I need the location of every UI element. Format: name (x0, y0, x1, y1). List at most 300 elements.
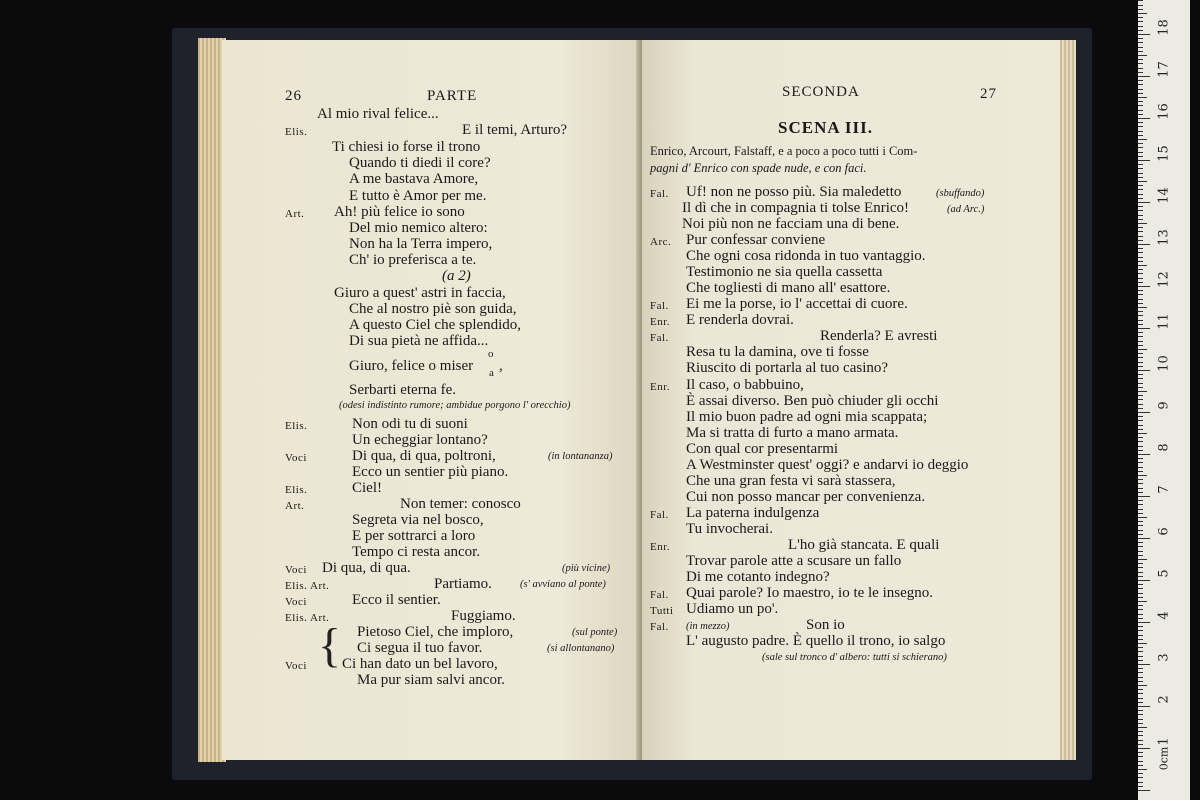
ruler-tick (1138, 530, 1143, 531)
ruler-number: 7 (1156, 485, 1172, 494)
verse-line: Il dì che in compagnia ti tolse Enrico! (682, 200, 910, 216)
ruler-tick (1138, 660, 1143, 661)
page-number: 27 (980, 86, 997, 102)
ruler-tick (1138, 0, 1143, 1)
verse-line: Di sua pietà ne affida... (349, 333, 489, 349)
verse-line: Ma si tratta di furto a mano armata. (686, 425, 899, 441)
ruler-tick (1138, 765, 1143, 766)
ruler-tick (1138, 609, 1143, 610)
verse-line: Che al nostro piè son guida, (349, 301, 517, 317)
ruler-tick (1138, 248, 1143, 249)
speaker-label: Fal. (650, 332, 669, 344)
speaker-label: Enr. (650, 541, 671, 553)
page-edges-right (1060, 40, 1076, 760)
ruler-tick (1138, 315, 1143, 316)
ruler-number: 2 (1156, 695, 1172, 704)
ruler-tick (1138, 786, 1143, 787)
ruler-tick (1138, 626, 1143, 627)
ruler-tick (1138, 504, 1143, 505)
verse-line: L' augusto padre. È quello il trono, io salgo (686, 633, 946, 649)
verse-line: A questo Ciel che splendido, (349, 317, 522, 333)
ruler-tick (1138, 273, 1143, 274)
ruler-tick (1138, 13, 1147, 14)
verse-line: E tutto è Amor per me. (349, 188, 487, 204)
ruler-tick (1138, 164, 1143, 165)
ruler-tick (1138, 668, 1143, 669)
ruler-tick (1138, 236, 1143, 237)
verse-line: È assai diverso. Ben può chiuder gli occhi (686, 393, 939, 409)
ruler-tick (1138, 416, 1143, 417)
ruler-tick (1138, 563, 1143, 564)
ruler-number: 1 (1156, 737, 1172, 746)
ruler-tick (1138, 320, 1143, 321)
speaker-label: Elis. (285, 126, 308, 138)
stage-direction: (odesi indistinto rumore; ambidue porgono l' orecchio) (339, 400, 571, 411)
ruler-tick (1138, 173, 1143, 174)
stage-direction: (in mezzo) (686, 621, 730, 632)
speaker-label: Enr. (650, 316, 671, 328)
ruler-tick (1138, 135, 1143, 136)
line-end-comma: , (499, 358, 503, 374)
ruler-tick (1138, 177, 1143, 178)
ruler-number: 5 (1156, 569, 1172, 578)
ruler-tick (1138, 429, 1143, 430)
verse-line: Del mio nemico altero: (349, 220, 488, 236)
cast-line: Enrico, Arcourt, Falstaff, e a poco a poco tutti i Com- (650, 144, 918, 158)
ruler-tick (1138, 735, 1143, 736)
verse-line: Con qual cor presentarmi (686, 441, 839, 457)
ruler-tick (1138, 706, 1150, 707)
stage-direction: (ad Arc.) (947, 204, 985, 215)
verse-line: Di me cotanto indegno? (686, 569, 830, 585)
ruler-tick (1138, 555, 1143, 556)
ruler-tick (1138, 551, 1143, 552)
ruler-tick (1138, 252, 1143, 253)
speaker-label: Fal. (650, 621, 669, 633)
ruler-tick (1138, 467, 1143, 468)
verse-line: La paterna indulgenza (686, 505, 820, 521)
verse-line: Che ogni cosa ridonda in tuo vantaggio. (686, 248, 926, 264)
verse-line: Giuro a quest' astri in faccia, (334, 285, 506, 301)
ruler-tick (1138, 656, 1143, 657)
ruler-number: 13 (1156, 229, 1172, 246)
ruler-tick (1138, 408, 1143, 409)
ruler-tick (1138, 790, 1150, 791)
stage-direction: (sbuffando) (936, 188, 985, 199)
verse-line: Di qua, di qua, poltroni, (352, 448, 496, 464)
ruler-tick (1138, 689, 1143, 690)
verse-line: Resa tu la damina, ove ti fosse (686, 344, 869, 360)
verse-line: Ecco un sentier più piano. (352, 464, 509, 480)
speaker-label: Fal. (650, 589, 669, 601)
ruler-tick (1138, 370, 1150, 371)
ruler-number: 8 (1156, 443, 1172, 452)
verse-line: Udiamo un po'. (686, 601, 779, 617)
ruler-tick (1138, 462, 1143, 463)
ruler-tick (1138, 500, 1143, 501)
verse-line: Ci segua il tuo favor. (357, 640, 483, 656)
ruler-tick (1138, 357, 1143, 358)
verse-line: Che togliesti di mano all' esattore. (686, 280, 891, 296)
ruler-tick (1138, 332, 1143, 333)
stage-direction: (s' avviano al ponte) (520, 579, 606, 590)
ruler-tick (1138, 55, 1147, 56)
ruler-tick (1138, 110, 1143, 111)
speaker-label: Fal. (650, 509, 669, 521)
ruler-tick (1138, 752, 1143, 753)
ruler-tick (1138, 26, 1143, 27)
verse-line: Non temer: conosco (400, 496, 521, 512)
verse-line: E per sottrarci a loro (352, 528, 476, 544)
ruler-tick (1138, 559, 1147, 560)
speaker-label: Tutti (650, 605, 674, 617)
ruler-tick (1138, 105, 1143, 106)
ruler-tick (1138, 206, 1143, 207)
verse-line: Giuro, felice o miser (349, 358, 474, 374)
ruler-tick (1138, 215, 1143, 216)
verse-line: Fuggiamo. (451, 608, 516, 624)
ruler-tick (1138, 450, 1143, 451)
verse-line: L'ho già stancata. E quali (788, 537, 940, 553)
verse-line: Ti chiesi io forse il trono (332, 139, 481, 155)
verse-line: Renderla? E avresti (820, 328, 938, 344)
ruler-tick (1138, 479, 1143, 480)
ruler-number: 17 (1156, 61, 1172, 78)
ruler-tick (1138, 387, 1143, 388)
ruler-tick (1138, 290, 1143, 291)
verse-line: Pur confessar conviene (686, 232, 826, 248)
verse-line: Ecco il sentier. (352, 592, 441, 608)
ruler-tick (1138, 307, 1147, 308)
ruler-tick (1138, 475, 1147, 476)
ruler-number: 10 (1156, 355, 1172, 372)
ruler-tick (1138, 231, 1143, 232)
ruler-tick (1138, 710, 1143, 711)
ruler-tick (1138, 647, 1143, 648)
ruler-tick (1138, 219, 1143, 220)
ruler-tick (1138, 374, 1143, 375)
verse-line: Quai parole? Io maestro, io te le insegno. (686, 585, 934, 601)
ruler-tick (1138, 265, 1147, 266)
verse-line: Ch' io preferisca a te. (349, 252, 477, 268)
running-head: SECONDA (782, 84, 860, 100)
ruler-tick (1138, 454, 1150, 455)
ruler-tick (1138, 97, 1147, 98)
ruler-tick (1138, 269, 1143, 270)
ruler-tick (1138, 677, 1143, 678)
ruler-tick (1138, 412, 1150, 413)
verse-line: Quando ti diedi il core? (349, 155, 491, 171)
ruler-tick (1138, 38, 1143, 39)
ruler-tick (1138, 59, 1143, 60)
ruler-tick (1138, 509, 1143, 510)
verse-line: Non odi tu di suoni (352, 416, 468, 432)
ruler-tick (1138, 278, 1143, 279)
verse-line: Partiamo. (434, 576, 492, 592)
ruler-tick (1138, 17, 1143, 18)
ruler-tick (1138, 492, 1143, 493)
right-page (642, 40, 1060, 760)
ruler-tick (1138, 51, 1143, 52)
ruler-number: 14 (1156, 187, 1172, 204)
ruler-tick (1138, 244, 1150, 245)
ruler-tick (1138, 769, 1147, 770)
verse-line: A Westminster quest' oggi? e andarvi io deggio (686, 457, 969, 473)
ruler-number: 15 (1156, 145, 1172, 162)
ruler-tick (1138, 152, 1143, 153)
ruler-tick (1138, 80, 1143, 81)
ruler-tick (1138, 651, 1143, 652)
verse-line: Un echeggiar lontano? (352, 432, 488, 448)
ruler-tick (1138, 328, 1150, 329)
verse-line: Ah! più felice io sono (334, 204, 465, 220)
ruler-number: 4 (1156, 611, 1172, 620)
ruler-tick (1138, 685, 1147, 686)
verse-line: Ciel! (352, 480, 382, 496)
ruler-tick (1138, 131, 1143, 132)
ruler-tick (1138, 630, 1143, 631)
ruler-tick (1138, 740, 1143, 741)
ruler-tick (1138, 672, 1143, 673)
ruler-tick (1138, 643, 1147, 644)
ruler-tick (1138, 635, 1143, 636)
ruler-tick (1138, 525, 1143, 526)
ruler-tick (1138, 9, 1143, 10)
ruler-tick (1138, 198, 1143, 199)
subscript-a: a (489, 367, 494, 379)
ruler-tick (1138, 311, 1143, 312)
ruler-tick (1138, 404, 1143, 405)
ruler-tick (1138, 437, 1143, 438)
ruler-tick (1138, 147, 1143, 148)
speaker-label: Art. (285, 500, 305, 512)
ruler-tick (1138, 89, 1143, 90)
ruler-tick (1138, 593, 1143, 594)
ruler-tick (1138, 47, 1143, 48)
ruler-tick (1138, 185, 1143, 186)
ruler-tick (1138, 681, 1143, 682)
ruler-tick (1138, 143, 1143, 144)
ruler-tick (1138, 399, 1143, 400)
verse-line: Tu invocherai. (686, 521, 773, 537)
verse-line: Noi più non ne facciam una di bene. (682, 216, 900, 232)
speaker-label: Elis. (285, 420, 308, 432)
ruler-tick (1138, 698, 1143, 699)
speaker-label: Fal. (650, 188, 669, 200)
ruler-tick (1138, 336, 1143, 337)
speaker-label: Art. (285, 208, 305, 220)
cast-line: pagni d' Enrico con spade nude, e con faci. (650, 161, 867, 175)
speaker-label: Elis. (285, 484, 308, 496)
verse-line: E il temi, Arturo? (462, 122, 567, 138)
ruler-tick (1138, 194, 1143, 195)
ruler-tick (1138, 240, 1143, 241)
verse-line: A me bastava Amore, (349, 171, 479, 187)
ruler-tick (1138, 349, 1147, 350)
ruler-tick (1138, 572, 1143, 573)
verse-line: Ma pur siam salvi ancor. (357, 672, 505, 688)
speaker-label: Arc. (650, 236, 672, 248)
stage-direction: (in lontananza) (548, 451, 613, 462)
ruler-tick (1138, 471, 1143, 472)
ruler-tick (1138, 294, 1143, 295)
ruler-tick (1138, 168, 1143, 169)
verse-line: Serbarti eterna fe. (349, 382, 457, 398)
speaker-label: Elis. Art. (285, 580, 330, 592)
verse-line: Che una gran festa vi sarà stassera, (686, 473, 896, 489)
ruler-tick (1138, 521, 1143, 522)
stage-direction: (più vicine) (562, 563, 611, 574)
ruler-tick (1138, 782, 1143, 783)
ruler-tick (1138, 534, 1143, 535)
ruler-tick (1138, 614, 1143, 615)
ruler-number: 12 (1156, 271, 1172, 288)
running-head: PARTE (427, 88, 478, 104)
ruler-tick (1138, 601, 1147, 602)
ruler-tick (1138, 210, 1143, 211)
ruler-tick (1138, 538, 1150, 539)
ruler-tick (1138, 605, 1143, 606)
ruler-tick (1138, 76, 1150, 77)
verse-line: Al mio rival felice... (317, 106, 439, 122)
ruler-tick (1138, 257, 1143, 258)
ruler-tick (1138, 30, 1143, 31)
ruler-tick (1138, 488, 1143, 489)
ruler-tick (1138, 362, 1143, 363)
verse-line: Di qua, di qua. (322, 560, 411, 576)
stage-direction: (sul ponte) (572, 627, 618, 638)
verse-line: Il caso, o babbuino, (686, 377, 804, 393)
ruler-tick (1138, 299, 1143, 300)
ruler-tick (1138, 160, 1150, 161)
verse-line: Ci han dato un bel lavoro, (342, 656, 498, 672)
ruler-tick (1138, 181, 1147, 182)
ruler-tick (1138, 122, 1143, 123)
ruler-tick (1138, 189, 1143, 190)
ruler-tick (1138, 341, 1143, 342)
ruler-tick (1138, 223, 1147, 224)
ruler-tick (1138, 118, 1150, 119)
ruler-number: 6 (1156, 527, 1172, 536)
ruler-tick (1138, 395, 1143, 396)
left-page (222, 40, 640, 760)
ruler-unit: 0cm (1157, 746, 1171, 771)
ruler-tick (1138, 584, 1143, 585)
page-number: 26 (285, 88, 302, 104)
ruler-tick (1138, 383, 1143, 384)
ruler-tick (1138, 156, 1143, 157)
ruler-tick (1138, 63, 1143, 64)
verse-line: Pietoso Ciel, che imploro, (357, 624, 514, 640)
verse-line: Uf! non ne posso più. Sia maledetto (686, 184, 902, 200)
ruler-tick (1138, 93, 1143, 94)
ruler-tick (1138, 34, 1150, 35)
ruler-tick (1138, 727, 1147, 728)
ruler-number: 11 (1156, 313, 1172, 330)
stage-direction: (si allontanano) (547, 643, 615, 654)
ruler-number: 18 (1156, 19, 1172, 36)
ruler-tick (1138, 693, 1143, 694)
ruler-tick (1138, 744, 1143, 745)
stage-direction: (a 2) (442, 268, 471, 284)
scene-title: SCENA III. (778, 118, 874, 137)
ruler-tick (1138, 68, 1143, 69)
ruler-tick (1138, 391, 1147, 392)
speaker-label: Voci (285, 660, 307, 672)
ruler-tick (1138, 425, 1143, 426)
ruler-tick (1138, 622, 1150, 623)
verse-line: Il mio buon padre ad ogni mia scappata; (686, 409, 928, 425)
ruler-tick (1138, 513, 1143, 514)
ruler-tick (1138, 5, 1143, 6)
ruler-tick (1138, 517, 1147, 518)
ruler-tick (1138, 580, 1150, 581)
verse-line: Ei me la porse, io l' accettai di cuore. (686, 296, 908, 312)
ruler-tick (1138, 664, 1150, 665)
speaker-label: Voci (285, 452, 307, 464)
ruler-tick (1138, 576, 1143, 577)
ruler-tick (1138, 366, 1143, 367)
verse-line: Testimonio ne sia quella cassetta (686, 264, 883, 280)
brace-mark: { (318, 619, 342, 672)
measuring-ruler (1138, 0, 1190, 800)
ruler-tick (1138, 458, 1143, 459)
ruler-number: 3 (1156, 653, 1172, 662)
ruler-tick (1138, 84, 1143, 85)
ruler-tick (1138, 756, 1143, 757)
verse-line: Segreta via nel bosco, (352, 512, 484, 528)
ruler-tick (1138, 42, 1143, 43)
verse-line: E renderla dovrai. (686, 312, 794, 328)
ruler-tick (1138, 723, 1143, 724)
ruler-tick (1138, 126, 1143, 127)
ruler-tick (1138, 731, 1143, 732)
ruler-tick (1138, 433, 1147, 434)
ruler-tick (1138, 542, 1143, 543)
ruler-number: 9 (1156, 401, 1172, 410)
ruler-tick (1138, 714, 1143, 715)
ruler-tick (1138, 282, 1143, 283)
ruler-tick (1138, 597, 1143, 598)
ruler-tick (1138, 748, 1150, 749)
speaker-label: Fal. (650, 300, 669, 312)
ruler-tick (1138, 719, 1143, 720)
ruler-tick (1138, 761, 1143, 762)
ruler-tick (1138, 114, 1143, 115)
ruler-tick (1138, 139, 1147, 140)
ruler-number: 16 (1156, 103, 1172, 120)
superscript-o: o (488, 348, 494, 360)
verse-line: Riuscito di portarla al tuo casino? (686, 360, 889, 376)
ruler-tick (1138, 345, 1143, 346)
speaker-label: Voci (285, 596, 307, 608)
speaker-label: Voci (285, 564, 307, 576)
ruler-tick (1138, 101, 1143, 102)
verse-line: Son io (806, 617, 845, 633)
ruler-tick (1138, 353, 1143, 354)
verse-line: Cui non posso mancar per convenienza. (686, 489, 926, 505)
ruler-tick (1138, 773, 1143, 774)
ruler-tick (1138, 639, 1143, 640)
ruler-tick (1138, 618, 1143, 619)
ruler-tick (1138, 72, 1143, 73)
ruler-tick (1138, 446, 1143, 447)
ruler-tick (1138, 546, 1143, 547)
ruler-tick (1138, 261, 1143, 262)
ruler-tick (1138, 567, 1143, 568)
ruler-tick (1138, 420, 1143, 421)
ruler-tick (1138, 702, 1143, 703)
